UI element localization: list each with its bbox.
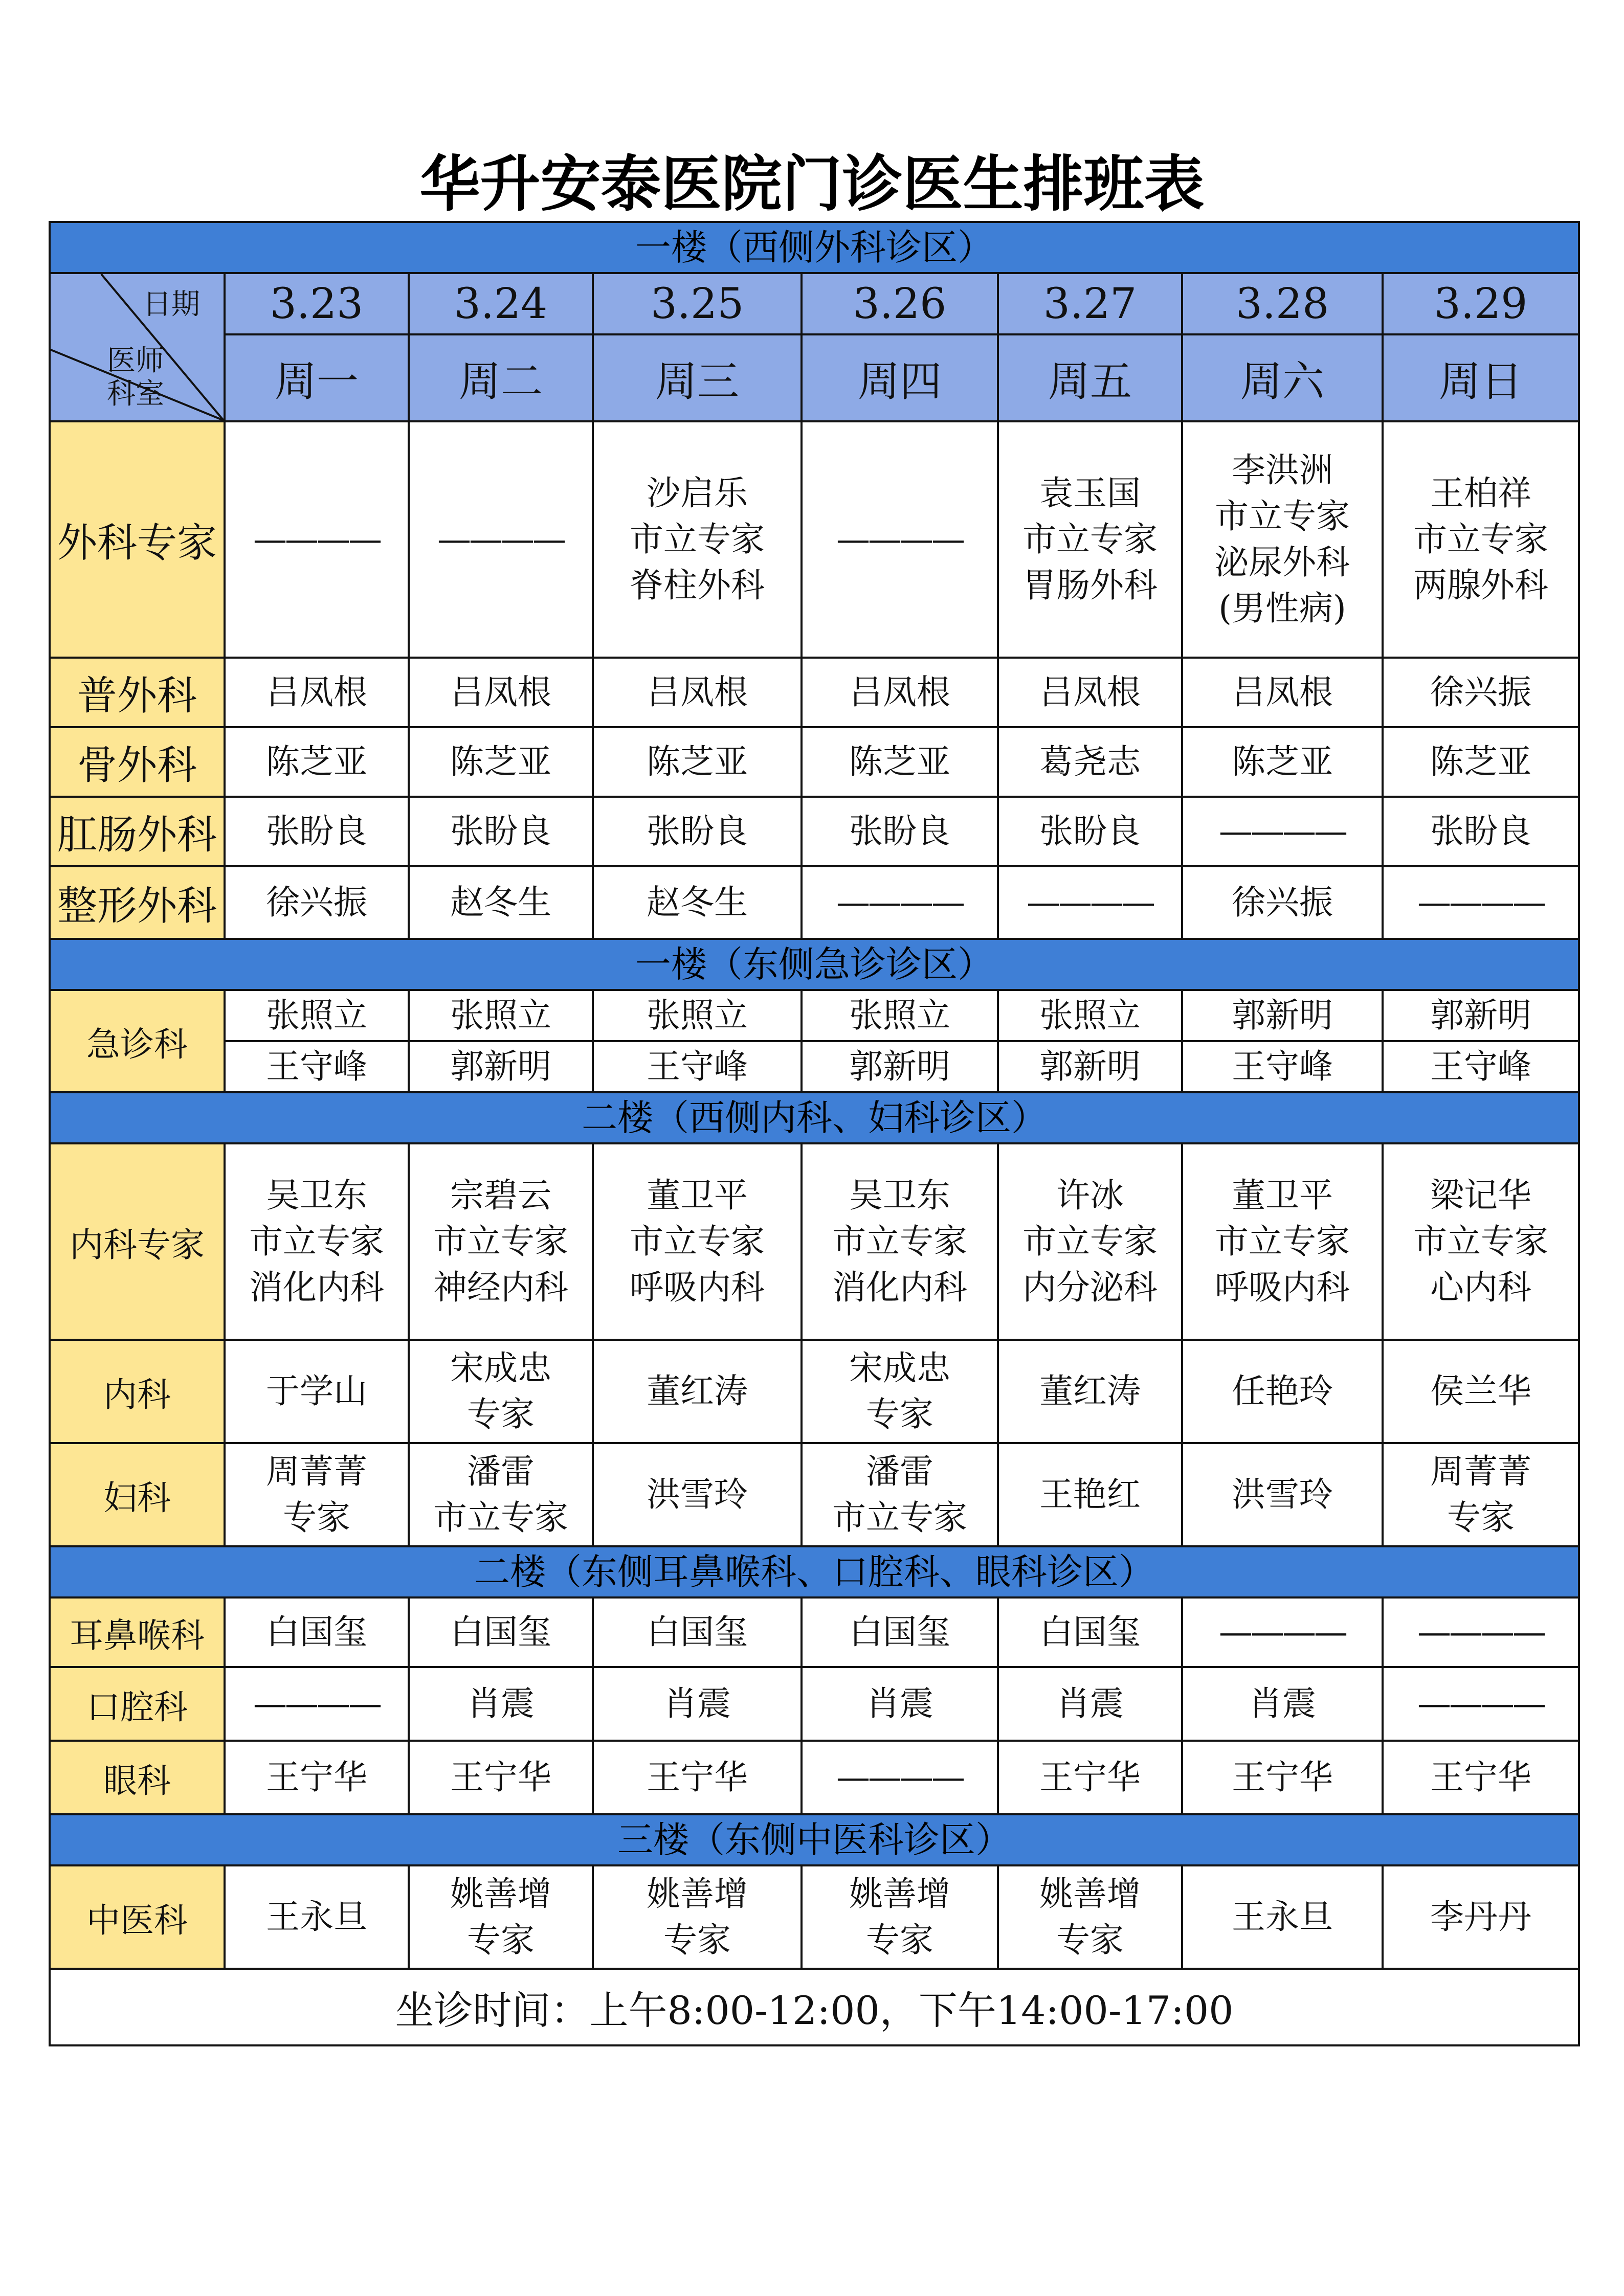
schedule-cell: 姚善增 专家	[409, 1865, 593, 1969]
schedule-cell: ————	[802, 421, 998, 658]
schedule-cell: 张盼良	[998, 797, 1182, 866]
date-header: 3.27	[998, 273, 1182, 334]
schedule-cell: 张照立	[998, 990, 1182, 1041]
schedule-cell: 姚善增 专家	[802, 1865, 998, 1969]
schedule-cell: 白国玺	[225, 1597, 409, 1667]
schedule-cell: 白国玺	[802, 1597, 998, 1667]
schedule-cell: 王宁华	[1182, 1741, 1383, 1814]
dept-label: 内科	[50, 1340, 225, 1443]
row-kouqiang	[50, 1667, 1579, 1741]
schedule-cell: 梁记华 市立专家 心内科	[1383, 1143, 1579, 1340]
schedule-cell: 吴卫东 市立专家 消化内科	[225, 1143, 409, 1340]
header-row-dates	[50, 273, 1579, 334]
schedule-cell: 王宁华	[593, 1741, 802, 1814]
corner-dept-label: 科室	[107, 377, 164, 411]
schedule-cell: 徐兴振	[1383, 658, 1579, 727]
schedule-table	[49, 221, 1580, 2046]
schedule-cell: ————	[998, 866, 1182, 939]
row-jizhen-b	[50, 1041, 1579, 1092]
schedule-cell: 沙启乐 市立专家 脊柱外科	[593, 421, 802, 658]
dept-label: 外科专家	[50, 421, 225, 658]
schedule-cell: 王守峰	[593, 1041, 802, 1092]
dept-label: 中医科	[50, 1865, 225, 1969]
section-row-s3	[50, 1092, 1579, 1143]
weekday-header: 周四	[802, 334, 998, 421]
schedule-cell: 陈芝亚	[593, 727, 802, 797]
schedule-cell: 白国玺	[998, 1597, 1182, 1667]
schedule-cell: 于学山	[225, 1340, 409, 1443]
schedule-cell: 张盼良	[225, 797, 409, 866]
section-header: 一楼（西侧外科诊区）	[50, 222, 1579, 273]
page-title: 华升安泰医院门诊医生排班表	[419, 149, 1205, 219]
schedule-cell: 张照立	[802, 990, 998, 1041]
schedule-cell: 姚善增 专家	[593, 1865, 802, 1969]
schedule-cell: 肖震	[802, 1667, 998, 1741]
dept-label: 眼科	[50, 1741, 225, 1814]
date-header: 3.28	[1182, 273, 1383, 334]
schedule-cell: 赵冬生	[593, 866, 802, 939]
schedule-cell: 张照立	[409, 990, 593, 1041]
row-neike_zhuanjia	[50, 1143, 1579, 1340]
schedule-cell: 董卫平 市立专家 呼吸内科	[1182, 1143, 1383, 1340]
weekday-header: 周五	[998, 334, 1182, 421]
date-header: 3.25	[593, 273, 802, 334]
schedule-cell: 郭新明	[802, 1041, 998, 1092]
dept-label: 普外科	[50, 658, 225, 727]
dept-label: 妇科	[50, 1443, 225, 1546]
weekday-header: 周三	[593, 334, 802, 421]
schedule-cell: 王宁华	[225, 1741, 409, 1814]
corner-date-label: 日期	[143, 288, 200, 321]
schedule-cell: 郭新明	[998, 1041, 1182, 1092]
corner-cell	[50, 273, 225, 421]
schedule-cell: 董红涛	[998, 1340, 1182, 1443]
schedule-cell: 任艳玲	[1182, 1340, 1383, 1443]
schedule-cell: 肖震	[409, 1667, 593, 1741]
row-jizhen-a	[50, 990, 1579, 1041]
row-zhengxing	[50, 866, 1579, 939]
schedule-cell: 张盼良	[802, 797, 998, 866]
dept-label: 内科专家	[50, 1143, 225, 1340]
schedule-cell: 潘雷 市立专家	[802, 1443, 998, 1546]
row-yanke	[50, 1741, 1579, 1814]
weekday-header: 周六	[1182, 334, 1383, 421]
schedule-cell: 董卫平 市立专家 呼吸内科	[593, 1143, 802, 1340]
section-row-s4	[50, 1546, 1579, 1597]
dept-label: 整形外科	[50, 866, 225, 939]
dept-label: 骨外科	[50, 727, 225, 797]
schedule-cell: ————	[1383, 866, 1579, 939]
schedule-cell: 张盼良	[1383, 797, 1579, 866]
schedule-cell: 葛尧志	[998, 727, 1182, 797]
schedule-cell: 宋成忠 专家	[802, 1340, 998, 1443]
schedule-cell: 李丹丹	[1383, 1865, 1579, 1969]
schedule-cell: 王守峰	[1383, 1041, 1579, 1092]
schedule-cell: 董红涛	[593, 1340, 802, 1443]
schedule-cell: 陈芝亚	[409, 727, 593, 797]
row-puwaike	[50, 658, 1579, 727]
schedule-cell: 王宁华	[409, 1741, 593, 1814]
row-guwaike	[50, 727, 1579, 797]
row-erbihou	[50, 1597, 1579, 1667]
schedule-cell: 袁玉国 市立专家 胃肠外科	[998, 421, 1182, 658]
date-header: 3.24	[409, 273, 593, 334]
schedule-cell: 吕凤根	[593, 658, 802, 727]
weekday-header: 周一	[225, 334, 409, 421]
schedule-cell: 陈芝亚	[225, 727, 409, 797]
date-header: 3.26	[802, 273, 998, 334]
schedule-cell: ————	[225, 421, 409, 658]
row-fuke	[50, 1443, 1579, 1546]
schedule-cell: 陈芝亚	[1182, 727, 1383, 797]
schedule-cell: 李洪洲 市立专家 泌尿外科 (男性病)	[1182, 421, 1383, 658]
schedule-cell: 张盼良	[409, 797, 593, 866]
schedule-cell: 王艳红	[998, 1443, 1182, 1546]
section-header: 三楼（东侧中医科诊区）	[50, 1814, 1579, 1865]
schedule-cell: 徐兴振	[1182, 866, 1383, 939]
schedule-cell: 王永旦	[1182, 1865, 1383, 1969]
schedule-cell: 吕凤根	[409, 658, 593, 727]
schedule-cell: ————	[1383, 1667, 1579, 1741]
schedule-cell: 吕凤根	[1182, 658, 1383, 727]
schedule-cell: ————	[1383, 1597, 1579, 1667]
section-row-s1	[50, 222, 1579, 273]
schedule-cell: 肖震	[593, 1667, 802, 1741]
schedule-cell: 洪雪玲	[593, 1443, 802, 1546]
date-header: 3.29	[1383, 273, 1579, 334]
schedule-cell: 郭新明	[1182, 990, 1383, 1041]
schedule-cell: 周菁菁 专家	[225, 1443, 409, 1546]
schedule-cell: ————	[225, 1667, 409, 1741]
footer-row	[50, 1969, 1579, 2045]
schedule-cell: 宗碧云 市立专家 神经内科	[409, 1143, 593, 1340]
weekday-header: 周日	[1383, 334, 1579, 421]
schedule-cell: 王守峰	[1182, 1041, 1383, 1092]
section-header: 二楼（东侧耳鼻喉科、口腔科、眼科诊区）	[50, 1546, 1579, 1597]
schedule-cell: 王守峰	[225, 1041, 409, 1092]
row-gangchang	[50, 797, 1579, 866]
schedule-cell: 洪雪玲	[1182, 1443, 1383, 1546]
schedule-cell: 徐兴振	[225, 866, 409, 939]
schedule-cell: ————	[802, 866, 998, 939]
schedule-cell: 周菁菁 专家	[1383, 1443, 1579, 1546]
schedule-cell: 赵冬生	[409, 866, 593, 939]
schedule-cell: 郭新明	[409, 1041, 593, 1092]
schedule-cell: ————	[409, 421, 593, 658]
schedule-cell: ————	[1182, 1597, 1383, 1667]
corner-doctor-label: 医师	[107, 344, 164, 377]
schedule-cell: 王永旦	[225, 1865, 409, 1969]
header-row-weekdays	[50, 334, 1579, 421]
schedule-cell: 张照立	[225, 990, 409, 1041]
row-neike	[50, 1340, 1579, 1443]
row-zhongyi	[50, 1865, 1579, 1969]
schedule-cell: 白国玺	[409, 1597, 593, 1667]
schedule-cell: 肖震	[1182, 1667, 1383, 1741]
dept-label: 急诊科	[50, 990, 225, 1092]
schedule-cell: 郭新明	[1383, 990, 1579, 1041]
schedule-cell: 吕凤根	[998, 658, 1182, 727]
schedule-cell: 吕凤根	[802, 658, 998, 727]
schedule-cell: 张照立	[593, 990, 802, 1041]
schedule-cell: 吴卫东 市立专家 消化内科	[802, 1143, 998, 1340]
weekday-header: 周二	[409, 334, 593, 421]
schedule-cell: 吕凤根	[225, 658, 409, 727]
schedule-cell: 王宁华	[998, 1741, 1182, 1814]
schedule-cell: 许冰 市立专家 内分泌科	[998, 1143, 1182, 1340]
schedule-cell: 陈芝亚	[1383, 727, 1579, 797]
section-row-s2	[50, 939, 1579, 990]
dept-label: 口腔科	[50, 1667, 225, 1741]
schedule-cell: 侯兰华	[1383, 1340, 1579, 1443]
schedule-cell: 宋成忠 专家	[409, 1340, 593, 1443]
section-header: 二楼（西侧内科、妇科诊区）	[50, 1092, 1579, 1143]
schedule-cell: 姚善增 专家	[998, 1865, 1182, 1969]
section-row-s5	[50, 1814, 1579, 1865]
schedule-cell: ————	[802, 1741, 998, 1814]
schedule-cell: 王柏祥 市立专家 两腺外科	[1383, 421, 1579, 658]
office-hours: 坐诊时间：上午8:00-12:00，下午14:00-17:00	[50, 1969, 1579, 2045]
date-header: 3.23	[225, 273, 409, 334]
row-waike_zhuanjia	[50, 421, 1579, 658]
schedule-cell: 陈芝亚	[802, 727, 998, 797]
schedule-cell: 张盼良	[593, 797, 802, 866]
dept-label: 肛肠外科	[50, 797, 225, 866]
schedule-cell: ————	[1182, 797, 1383, 866]
schedule-cell: 白国玺	[593, 1597, 802, 1667]
dept-label: 耳鼻喉科	[50, 1597, 225, 1667]
section-header: 一楼（东侧急诊诊区）	[50, 939, 1579, 990]
schedule-cell: 肖震	[998, 1667, 1182, 1741]
schedule-cell: 王宁华	[1383, 1741, 1579, 1814]
schedule-cell: 潘雷 市立专家	[409, 1443, 593, 1546]
